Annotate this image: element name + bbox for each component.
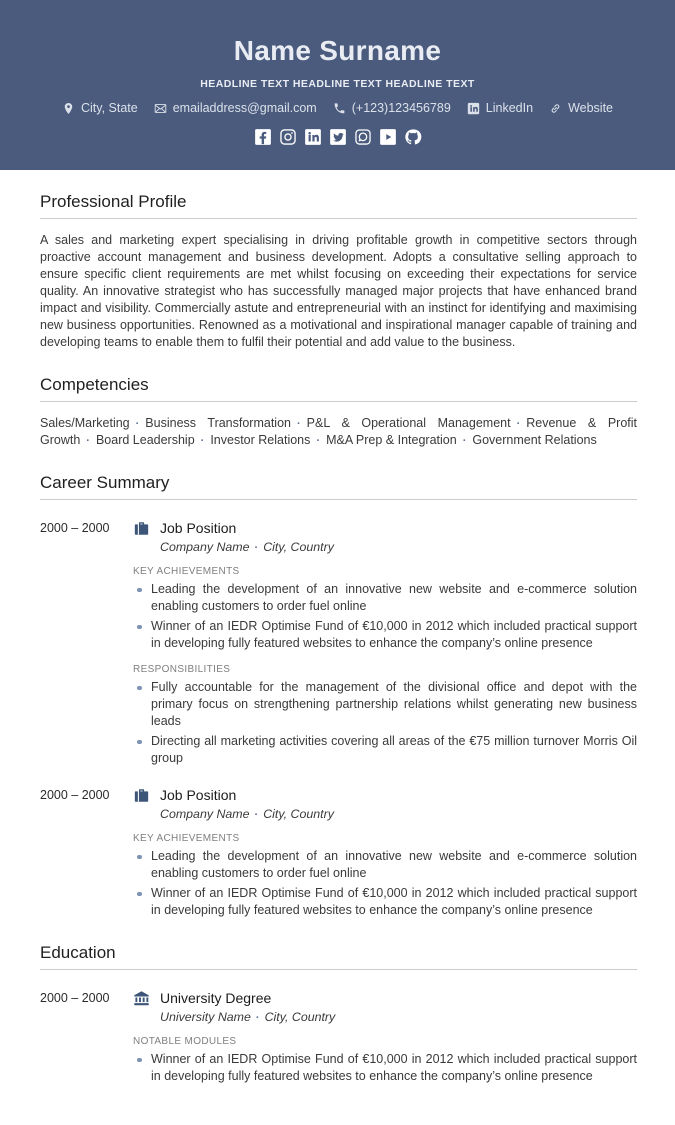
entry-title: University Degree bbox=[160, 990, 272, 1007]
briefcase-icon bbox=[133, 787, 150, 804]
company-name: University Name bbox=[160, 1010, 251, 1024]
social-row bbox=[0, 128, 675, 146]
linkedin-icon[interactable] bbox=[304, 128, 322, 146]
facebook-icon[interactable] bbox=[254, 128, 272, 146]
bullet-item: Fully accountable for the management of the divisional office and depot with the primary focus on strengthening partnership relations whilst generating new business leads bbox=[133, 679, 637, 730]
competency-item: Board Leadership bbox=[95, 433, 195, 447]
entry-dates: 2000 – 2000 bbox=[40, 521, 110, 535]
contact-item-email[interactable] bbox=[154, 101, 317, 115]
bullet-item: Directing all marketing activities covering all areas of the €75 million turnover Morris Oil group bbox=[133, 733, 637, 767]
career-entries bbox=[40, 520, 637, 919]
header bbox=[0, 0, 675, 170]
entry-main bbox=[133, 990, 637, 1085]
bullet-list bbox=[133, 679, 637, 767]
dot-separator: · bbox=[135, 418, 140, 430]
contact-label-phone: (+123)123456789 bbox=[351, 101, 451, 116]
dot-separator: · bbox=[316, 435, 321, 447]
bullet-list bbox=[133, 1051, 637, 1085]
link-icon bbox=[549, 102, 562, 115]
bullet-item: Leading the development of an innovative new website and e-commerce solution enabling customers to order fuel online bbox=[133, 581, 637, 615]
dot-separator: · bbox=[200, 435, 205, 447]
briefcase-icon bbox=[133, 520, 150, 537]
company-location: City, Country bbox=[263, 807, 334, 821]
person-name: Name Surname bbox=[233, 35, 442, 66]
entry-dates: 2000 – 2000 bbox=[40, 991, 110, 1005]
dot-separator: · bbox=[255, 1012, 260, 1024]
section-education bbox=[40, 943, 637, 1085]
competency-item: Sales/Marketing bbox=[40, 416, 130, 430]
entry-main bbox=[133, 520, 637, 767]
contact-item-location[interactable] bbox=[62, 101, 138, 115]
company-name: Company Name bbox=[160, 807, 250, 821]
phone-icon bbox=[333, 102, 346, 115]
competency-item: Business Transformation bbox=[145, 416, 291, 430]
bullet-item: Winner of an IEDR Optimise Fund of €10,000 in 2012 which included practical support in developing fully featured websites to enhance the company’s online presence bbox=[133, 885, 637, 919]
contact-row bbox=[0, 101, 675, 115]
entry-row bbox=[40, 787, 637, 919]
github-icon[interactable] bbox=[404, 128, 422, 146]
contact-label-location: City, State bbox=[81, 101, 138, 116]
career-summary-title: Career Summary bbox=[40, 473, 637, 500]
entry-row bbox=[40, 990, 637, 1085]
dot-separator: · bbox=[297, 418, 301, 430]
entry-group bbox=[133, 833, 637, 919]
competencies-list bbox=[40, 415, 637, 449]
instagram-icon[interactable] bbox=[279, 128, 297, 146]
group-heading: NOTABLE MODULES bbox=[133, 1036, 237, 1047]
company-location: City, Country bbox=[264, 1010, 336, 1024]
bullet-item: Leading the development of an innovative new website and e-commerce solution enabling customers to order fuel online bbox=[133, 848, 637, 882]
entry-group bbox=[133, 1036, 637, 1085]
group-heading: KEY ACHIEVEMENTS bbox=[133, 566, 240, 577]
entry-title: Job Position bbox=[160, 787, 237, 804]
bullet-list bbox=[133, 581, 637, 652]
entry-row bbox=[40, 520, 637, 767]
headline: HEADLINE TEXT HEADLINE TEXT HEADLINE TEXT bbox=[200, 78, 475, 91]
entry-title-row bbox=[133, 520, 637, 537]
entry-company-line bbox=[160, 807, 637, 821]
competency-item: Revenue & Profit Growth bbox=[40, 416, 638, 447]
dot-separator: · bbox=[516, 418, 521, 430]
entry-company-line bbox=[160, 540, 637, 554]
competency-item: M&A Prep & Integration bbox=[326, 433, 457, 447]
competency-item: P&L & Operational Management bbox=[306, 416, 511, 430]
bullet-list bbox=[133, 848, 637, 919]
youtube-icon[interactable] bbox=[379, 128, 397, 146]
contact-label-website: Website bbox=[568, 101, 613, 116]
professional-profile-text: A sales and marketing expert specialising in driving profitable growth in competitive sectors through proactive account management and business development. Adopts a consultative selling approach to ensure specific client requirements are met whilst focusing on exceeding their expectations for service quality. An innovative strategist who has successfully managed major projects that have enhanced brand impact and visibility. Commercially astute and entrepreneurial with an instinct for identifying and maximising new business opportunities. Renowned as a motivational and inspirational manager capable of training and developing teams to enable them to fulfil their potential and add value to the business. bbox=[40, 233, 637, 349]
linkedin-badge-icon bbox=[467, 102, 480, 115]
competency-item: Government Relations bbox=[472, 433, 597, 447]
bullet-item: Winner of an IEDR Optimise Fund of €10,000 in 2012 which included practical support in developing fully featured websites to enhance the company’s online presence bbox=[133, 1051, 637, 1085]
section-competencies bbox=[40, 375, 637, 449]
competency-item: Investor Relations bbox=[210, 433, 311, 447]
dot-separator: · bbox=[254, 542, 259, 554]
competencies-title: Competencies bbox=[40, 375, 637, 402]
section-career-summary bbox=[40, 473, 637, 919]
bullet-item: Winner of an IEDR Optimise Fund of €10,000 in 2012 which included practical support in developing fully featured websites to enhance the company’s online presence bbox=[133, 618, 637, 652]
dot-separator: · bbox=[86, 435, 90, 447]
envelope-icon bbox=[154, 102, 167, 115]
dot-separator: · bbox=[462, 435, 467, 447]
entry-group bbox=[133, 664, 637, 767]
dot-separator: · bbox=[254, 809, 259, 821]
twitter-icon[interactable] bbox=[329, 128, 347, 146]
company-location: City, Country bbox=[263, 540, 334, 554]
content bbox=[0, 170, 675, 1125]
education-title: Education bbox=[40, 943, 637, 970]
university-icon bbox=[133, 990, 150, 1007]
entry-company-line bbox=[160, 1010, 637, 1024]
group-heading: KEY ACHIEVEMENTS bbox=[133, 833, 240, 844]
whatsapp-icon[interactable] bbox=[354, 128, 372, 146]
contact-item-website[interactable] bbox=[549, 101, 613, 115]
contact-item-phone[interactable] bbox=[333, 101, 451, 115]
education-entries bbox=[40, 990, 637, 1085]
entry-title-row bbox=[133, 787, 637, 804]
contact-label-email: emailaddress@gmail.com bbox=[172, 101, 317, 116]
location-pin-icon bbox=[62, 102, 75, 115]
professional-profile-title: Professional Profile bbox=[40, 192, 637, 219]
group-heading: RESPONSIBILITIES bbox=[133, 664, 231, 675]
entry-main bbox=[133, 787, 637, 919]
entry-title: Job Position bbox=[160, 520, 237, 537]
contact-item-linkedin[interactable] bbox=[467, 101, 533, 115]
entry-title-row bbox=[133, 990, 637, 1007]
contact-label-linkedin: LinkedIn bbox=[485, 101, 534, 116]
section-professional-profile bbox=[40, 192, 637, 351]
company-name: Company Name bbox=[160, 540, 250, 554]
entry-dates: 2000 – 2000 bbox=[40, 788, 110, 802]
entry-group bbox=[133, 566, 637, 652]
